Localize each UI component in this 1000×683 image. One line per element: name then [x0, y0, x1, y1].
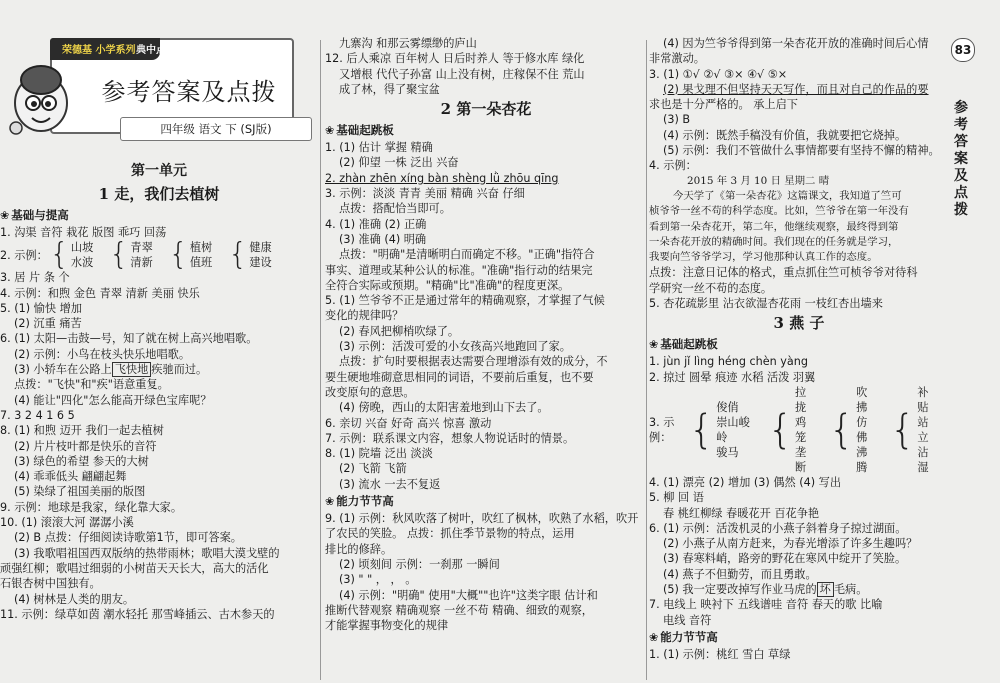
- hint-line: 事实、道理或某种公认的标准。"准确"指行动的结果完: [325, 263, 593, 277]
- answer-line: 求也是十分严格的。 承上启下: [649, 98, 798, 112]
- answer-line: 5. (1) 愉快 增加: [0, 301, 82, 315]
- page-number: 83: [951, 38, 975, 62]
- answer-line: 8. (1) 院墙 泛出 淡淡: [325, 447, 433, 461]
- hint-line: 全符合实际或预期。"精确"比"准确"的程度更深。: [325, 278, 570, 292]
- answer-line: 6. (1) 示例：活泼机灵的小燕子斜着身子掠过湖面。: [649, 521, 907, 535]
- answer-line: 4. 示例：和煦 金色 青翠 清新 美丽 快乐: [0, 286, 200, 300]
- answer-line: 2. zhàn zhēn xíng bàn shèng lǜ zhōu qīng: [325, 171, 559, 185]
- answer-line: (2) B 点拨：仔细阅读诗歌第1节，即可答案。: [14, 531, 242, 545]
- answer-line: 1. (1) 示例：桃红 雪白 草绿: [649, 647, 791, 661]
- section-heading: ❀ 基础起跳板: [325, 123, 394, 138]
- answer-line: 11. 示例：绿草如茵 潮水轻托 那雪峰插云、古木参天的: [0, 607, 275, 621]
- answer-line: (3) 我歌唱祖国西双版纳的热带雨林；歌唱大漠戈壁的: [14, 546, 280, 560]
- section-heading: ❀ 基础起跳板: [649, 337, 718, 352]
- answer-line: 9. 示例：地球是我家，绿化靠大家。: [0, 500, 183, 514]
- answer-line: 5. (1) 竺爷爷不正是通过常年的精确观察，才掌握了气候: [325, 294, 605, 308]
- answer-line: (3) 春寒料峭，路旁的野花在寒风中绽开了笑脸。: [663, 552, 907, 566]
- answer-line: (4) 示例："明确" 使用"大概""也许"这类字眼 估计和: [339, 588, 598, 602]
- answer-line: (5) 染绿了祖国美丽的版图: [14, 485, 146, 499]
- hint-line: 点拨：搭配恰当即可。: [339, 202, 451, 216]
- unit-title: 第一单元: [131, 163, 187, 179]
- answer-line: 才能掌握事物变化的规律: [325, 619, 449, 633]
- correction-box: 坏: [817, 582, 834, 597]
- diary-line: 今天学了《第一朵杏花》这篇课文，我知道了竺可: [673, 189, 902, 202]
- answer-line: 排比的修辞。: [325, 542, 393, 556]
- answer-line: 九寨沟 和那云雾缥缈的庐山: [339, 37, 477, 50]
- header-title: 参考答案及点拨: [101, 78, 277, 106]
- answer-line: (2) 示例：小鸟在枝头快乐地唱歌。: [14, 347, 191, 361]
- diary-date: 2015 年 3 月 10 日 星期二 晴: [687, 174, 830, 187]
- paw-icon: ❀: [325, 124, 335, 138]
- answer-line: (3) 小轿车在公路上 飞快地 疾驰而过。: [14, 363, 208, 377]
- answer-line: (5) 我一定要改掉写作业马虎的 坏 毛病。: [663, 583, 868, 597]
- answer-line: 了农民的笑脸。 点拨：抓住季节景物的特点，运用: [325, 527, 575, 541]
- answer-line: (2) 顷刻间 示例：一刹那 一瞬间: [339, 557, 500, 571]
- answer-line: 电线 音符: [663, 613, 712, 627]
- answer-line: 顽强红柳；歌唱过细弱的小树苗天天长大，高大的活化: [0, 561, 269, 575]
- answer-line: 9. (1) 示例：秋风吹落了树叶，吹红了枫林，吹熟了水稻，吹开: [325, 512, 639, 526]
- answer-line: (2) 飞箭 飞箭: [339, 462, 407, 476]
- answer-line: 5. 柳 回 语: [649, 491, 704, 505]
- column-left: [0, 0, 318, 683]
- answer-line: 10. (1) 滚滚大河 潺潺小溪: [0, 516, 134, 530]
- answer-line: 4. (1) 漂亮 (2) 增加 (3) 偶然 (4) 写出: [649, 475, 842, 489]
- header-subtitle: 四年级 语文 下 (SJ版): [120, 117, 312, 141]
- answer-line: (2) 春风把柳梢吹绿了。: [339, 324, 460, 338]
- paw-icon: ❀: [0, 209, 10, 222]
- answer-line: 5. 杏花疏影里 沾衣欲湿杏花雨 一枝红杏出墙来: [649, 297, 883, 311]
- answer-line: 4. (1) 准确 (2) 正确: [325, 217, 427, 231]
- lesson-title: 2 第一朵杏花: [440, 100, 532, 119]
- answer-line: 7. 3 2 4 1 6 5: [0, 408, 75, 422]
- answer-line: (3) 准确 (4) 明确: [339, 232, 427, 246]
- hint-line: 点拨："明确"是清晰明白而确定不移。"正确"指符合: [339, 248, 595, 262]
- paw-icon: ❀: [649, 338, 659, 352]
- answer-line: 2. 示例： { 山坡 水波 { 青翠 清新 { 植树 值班 { 健康 建设: [0, 237, 272, 273]
- answer-line: 8. (1) 和煦 迈开 我们一起去植树: [0, 424, 164, 438]
- answer-line: (2) 沉重 痛苦: [14, 317, 82, 331]
- hint-line: 学研究一丝不苟的态度。: [649, 281, 773, 295]
- answer-line: (5) 示例：我们不管做什么事情都要有坚持不懈的精神。: [663, 144, 940, 158]
- column-right: [649, 0, 949, 683]
- answer-line: 6. (1) 太阳—击鼓—号，知了就在树上高兴地唱歌。: [0, 332, 258, 346]
- diary-line: 我要向竺爷爷学习，学习他那种认真工作的态度。: [649, 251, 878, 264]
- answer-line: (4) 能让"四化"怎么能高开绿色宝库呢？: [14, 393, 212, 407]
- answer-line: (2) 小燕子从南方赶来，为春光增添了许多生趣吗？: [663, 537, 918, 551]
- hint-line: 点拨："飞快"和"疾"语意重复。: [14, 378, 169, 392]
- diary-line: 一朵杏花开放的精确时间。我们现在的任务就是学习，: [649, 235, 899, 248]
- answer-line: 1. jùn jǐ lìng héng chèn yàng: [649, 355, 808, 369]
- answer-line: (3) B: [663, 113, 691, 127]
- mascot-icon: [6, 58, 76, 138]
- lesson-title: 3 燕 子: [773, 314, 825, 333]
- diary-line: 桢爷爷一丝不苟的科学态度。比如，竺爷爷在第一年没有: [649, 205, 909, 218]
- hint-line: 点拨：扩句时要根据表达需要合理增添有效的成分，不: [339, 355, 608, 369]
- answer-line: 推断代替观察 精确观察 一丝不苟 精确、细致的观察，: [325, 603, 593, 617]
- answer-line: 12. 后人乘凉 百年树人 日后时养人 等于修水库 绿化: [325, 52, 585, 66]
- answer-line: 春 桃红柳绿 春暖花开 百花争艳: [663, 506, 820, 520]
- answer-line: (3) " " ， ， 。: [339, 573, 417, 587]
- section-heading: ❀ 基础与提高: [0, 208, 69, 222]
- answer-line: (4) 树林是人类的朋友。: [14, 592, 135, 606]
- answer-line: (3) 示例：活泼可爱的小女孩高兴地跑回了家。: [339, 340, 571, 354]
- answer-line: 变化的规律吗？: [325, 309, 404, 323]
- answer-line: 6. 亲切 兴奋 好奇 高兴 惊喜 激动: [325, 416, 492, 430]
- paw-icon: ❀: [649, 630, 659, 644]
- hint-line: 要生硬地堆砌意思相同的词语，不要前后重复，也不要: [325, 370, 594, 384]
- answer-line: (4) 乖乖低头 翩翩起舞: [14, 470, 127, 484]
- answer-line: 1. 沟渠 音符 栽花 版图 乖巧 回荡: [0, 226, 167, 239]
- answer-line: 3. 示例： { 俊俏 崇山峻岭 骏马 { 拉拢 鸡笼 垄断 { 吹拂 仿佛 沸腾 { 补贴 站立 沾湿: [649, 385, 929, 474]
- section-heading: ❀ 能力节节高: [325, 494, 394, 509]
- answer-line: 4. 示例：: [649, 159, 697, 173]
- answer-line: (2) 果戈理不但坚持天天写作，而且对自己的作品的要: [663, 82, 929, 96]
- answer-line: 3. 居 片 条 个: [0, 271, 70, 285]
- section-heading: ❀ 能力节节高: [649, 629, 718, 644]
- answer-line: (4) 燕子不但勤劳，而且勇敢。: [663, 567, 817, 581]
- svg-text:典中点: 典中点: [136, 45, 166, 56]
- paw-icon: ❀: [325, 495, 335, 509]
- hint-line: 改变原句的意思。: [325, 385, 415, 399]
- brand-logo: [60, 40, 166, 58]
- header-banner: [0, 0, 318, 160]
- answer-line: (4) 因为竺爷爷得到第一朵杏花开放的准确时间后心情: [663, 37, 929, 50]
- lesson-title: 1 走，我们去植树: [98, 185, 220, 203]
- answer-line: 7. 示例：联系课文内容，想象人物说话时的情景。: [325, 431, 575, 445]
- answer-line: 1. (1) 估计 掌握 精确: [325, 141, 433, 155]
- answer-line: 又增根 代代子孙富 山上没有树，庄稼保不住 荒山: [339, 67, 585, 81]
- correction-box: 飞快地: [112, 362, 152, 377]
- answer-line: (3) 流水 一去不复返: [339, 477, 441, 491]
- svg-text:荣德基 小学系列: 荣德基 小学系列: [62, 45, 136, 56]
- hint-line: 点拨：注意日记体的格式，重点抓住竺可桢爷爷对待科: [649, 266, 918, 280]
- answer-line: 成了林，得了聚宝盆: [339, 82, 440, 96]
- diary-line: 看到第一朵杏花开，第二年，他继续观察，最终得到第: [649, 220, 899, 233]
- answer-line: (3) 绿色的希望 参天的大树: [14, 454, 149, 468]
- answer-line: (2) 片片枝叶都是快乐的音符: [14, 439, 157, 453]
- answer-line: 3. 示例：淡淡 青青 美丽 精确 兴奋 仔细: [325, 187, 525, 201]
- answer-line: 3. (1) ①√ ②√ ③× ④√ ⑤×: [649, 67, 788, 81]
- side-label: 参考答案及点拨: [954, 100, 968, 218]
- answer-line: 2. 掠过 圆晕 痕迹 水稻 活泼 羽翼: [649, 370, 816, 384]
- column-middle: [325, 0, 647, 683]
- answer-line: 非常激动。: [649, 52, 705, 66]
- answer-line: (4) 示例：既然手稿没有价值，我就要把它烧掉。: [663, 128, 907, 142]
- answer-line: 石银杏树中国独有。: [0, 577, 101, 591]
- column-divider: [320, 40, 321, 680]
- answer-line: (2) 仰望 一株 泛出 兴奋: [339, 156, 459, 170]
- answer-line: (4) 傍晚，西山的太阳害羞地到山下去了。: [339, 401, 549, 415]
- answer-line: 7. 电线上 映衬下 五线谱哇 音符 春天的歌 比喻: [649, 598, 883, 612]
